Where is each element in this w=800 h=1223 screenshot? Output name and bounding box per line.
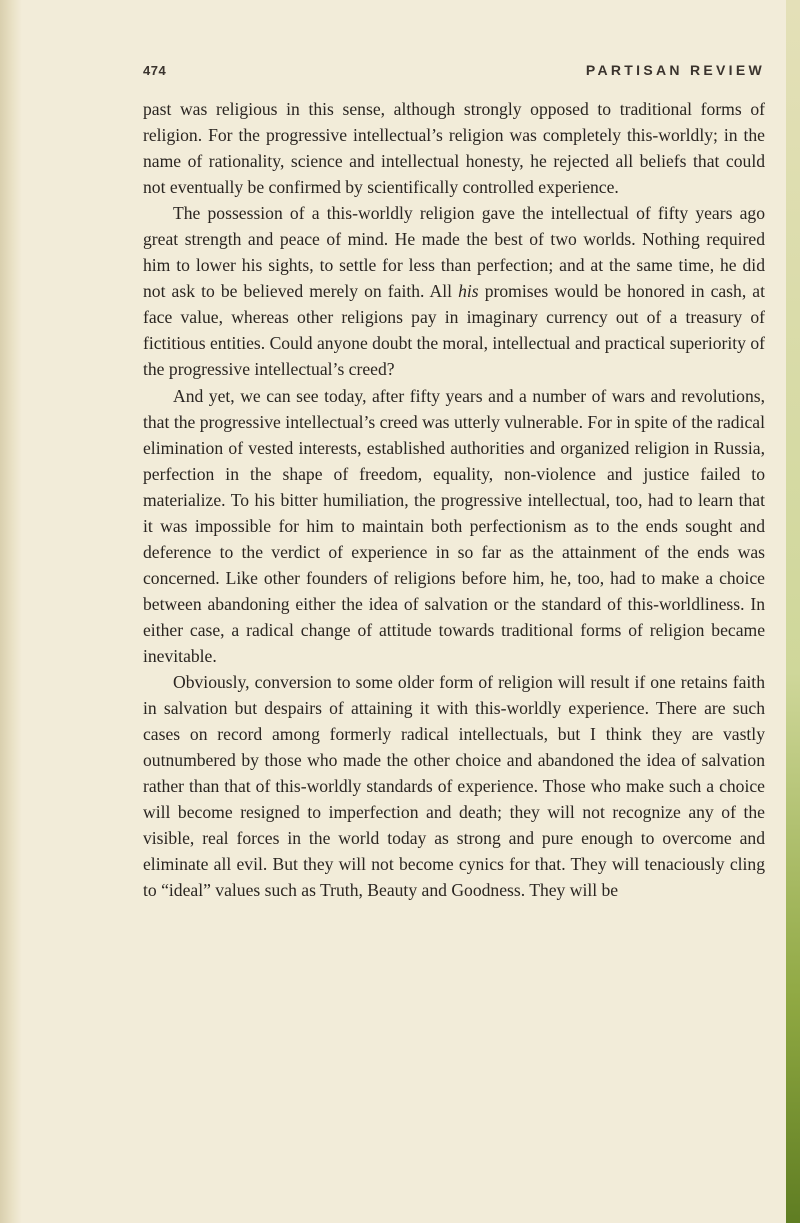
body-text (143, 96, 765, 903)
paragraph (143, 200, 765, 382)
book-page (143, 62, 765, 903)
paragraph-text: The possession of a this-worldly religion gave the intellectual of fifty years ago great strength and peace of mind. He made the best of two worlds. Nothing required him to lower his sights, to settle for less than perfection; and at the same time, he did not ask to be believed merely on faith. All (143, 203, 765, 302)
journal-title: PARTISAN REVIEW (585, 62, 765, 78)
running-head (143, 62, 765, 86)
binding-shadow (0, 0, 22, 1223)
paragraph: past was religious in this sense, although strongly opposed to traditional forms of religion. For the progressive intellectual’s religion was completely this-worldly; in the name of rationality, science and intellectual honesty, he rejected all beliefs that could not eventually be confirmed by scientifically controlled experience. (143, 99, 765, 198)
page-edge-strip (786, 0, 800, 1223)
italic-emphasis: his (458, 281, 479, 302)
paragraph: And yet, we can see today, after fifty years and a number of wars and revolutions, that the progressive intellectual’s creed was utterly vulnerable. For in spite of the radical elimination of vested interests, established authorities and organized religion in Russia, perfection in the shape of freedom, equality, non-violence and justice failed to materialize. To his bitter humiliation, the progressive intellectual, too, had to learn that it was impossible for him to maintain both perfectionism as to the ends sought and deference to the verdict of experience in so far as the attainment of the ends was concerned. Like other founders of religions before him, he, too, had to make a choice between abandoning either the idea of salvation or the standard of this-worldliness. In either case, a radical change of attitude towards traditional forms of religion became inevitable. (143, 385, 765, 666)
page-number: 474 (143, 63, 167, 78)
paragraph-text: promises would be honored in cash, at face value, whereas other religions pay in imaginary currency out of a treasury of fictitious entities. Could anyone doubt the moral, intellectual and practical superiority of the progressive intellectual’s creed? (143, 281, 766, 380)
paragraph: Obviously, conversion to some older form of religion will result if one retains faith in salvation but despairs of attaining it with this-worldly experience. There are such cases on record among formerly radical intellectuals, but I think they are vastly outnumbered by those who made the other choice and abandoned the idea of salvation rather than that of this-worldly standards of experience. Those who make such a choice will become resigned to imperfection and death; they will not recognize any of the visible, real forces in the world today as strong and pure enough to overcome and eliminate all evil. But they will not become cynics for that. They will tenaciously cling to “ideal” values such as Truth, Beauty and Goodness. They will be (143, 672, 765, 901)
